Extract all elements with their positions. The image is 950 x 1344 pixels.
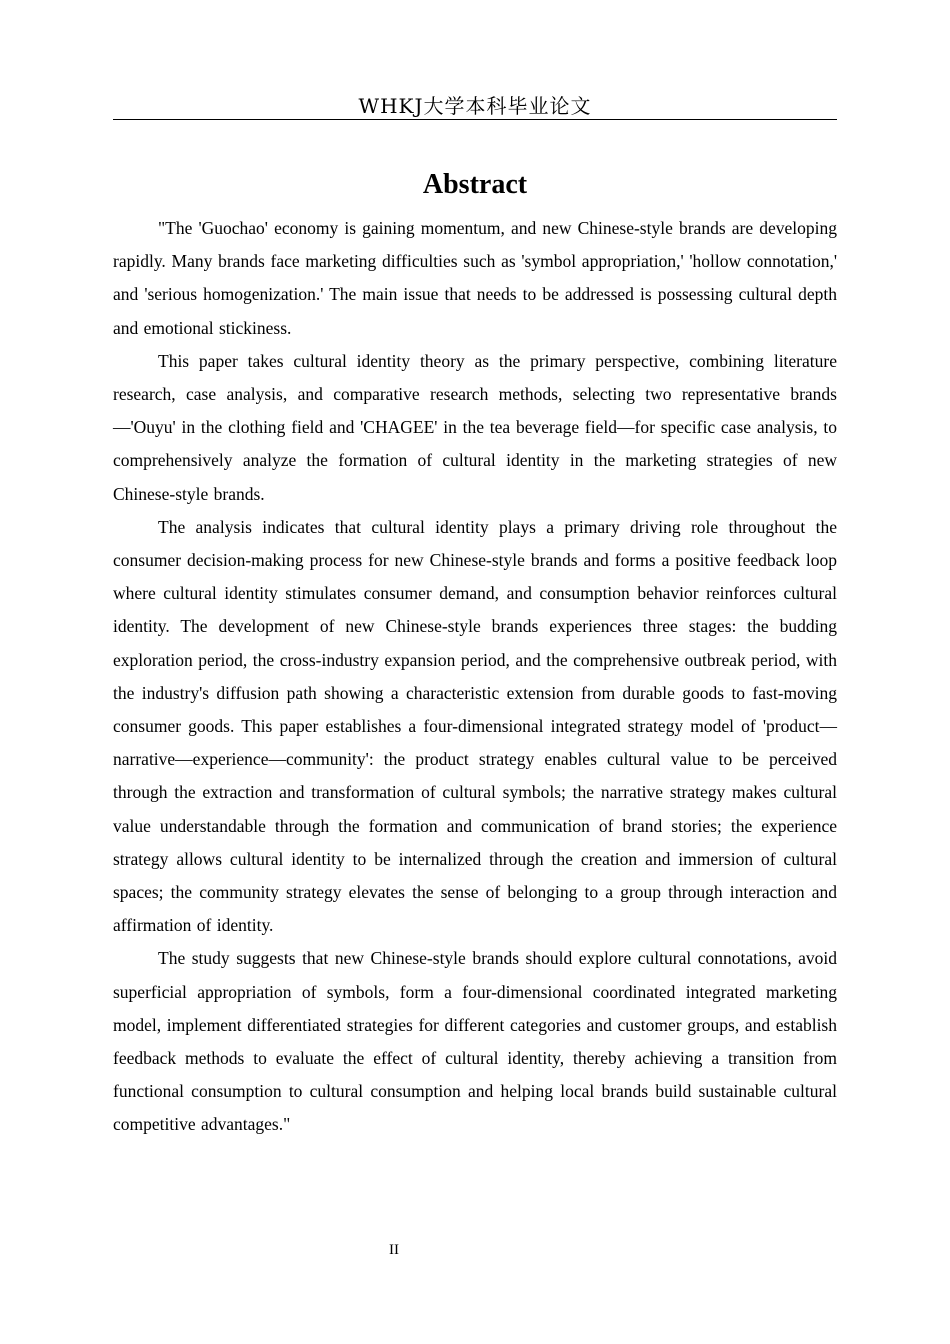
- page-number: II: [389, 1242, 399, 1258]
- header-divider: [113, 119, 837, 120]
- abstract-paragraph: The study suggests that new Chinese-style brands should explore cultural connotations, avoid superficial appropriation of symbols, form a four-dimensional coordinated integrated marketing model, implement differentiated strategies for different categories and customer groups, and establish feedback methods to evaluate the effect of cultural identity, thereby achieving a transition from functional consumption to cultural consumption and helping local brands build sustainable cultural competitive advantages.": [113, 948, 837, 1135]
- running-header: WHKJ大学本科毕业论文: [358, 94, 592, 118]
- abstract-heading: Abstract: [422, 168, 528, 200]
- abstract-paragraph: The analysis indicates that cultural identity plays a primary driving role throughout the consumer decision-making process for new Chinese-style brands and forms a positive feedback loop where cultural identity stimulates consumer demand, and consumption behavior reinforces cultural identity. The development of new Chinese-style brands experiences three stages: the budding exploration period, the cross-industry expansion period, and the comprehensive outbreak period, with the industry's diffusion path showing a characteristic extension from durable goods to fast-moving consumer goods. This paper establishes a four-dimensional integrated strategy model of 'product—narrative—experience—community': the product strategy enables cultural value to be perceived through the extraction and transformation of cultural symbols; the narrative strategy makes cultural value understandable through the formation and communication of brand stories; the experience strategy allows cultural identity to be internalized through the creation and immersion of cultural spaces; the community strategy elevates the sense of belonging to a group through interaction and affirmation of identity.: [113, 516, 837, 936]
- abstract-paragraph: "The 'Guochao' economy is gaining momentum, and new Chinese-style brands are developing rapidly. Many brands face marketing difficulties such as 'symbol appropriation,' 'hollow connotation,' and 'serious homogenization.' The main issue that needs to be addressed is possessing cultural depth and emotional stickiness.: [113, 218, 837, 338]
- abstract-paragraph: This paper takes cultural identity theory as the primary perspective, combining literature research, case analysis, and comparative research methods, selecting two representative brands—'Ouyu' in the clothing field and 'CHAGEE' in the tea beverage field—for specific case analysis, to comprehensively analyze the formation of cultural identity in the marketing strategies of new Chinese-style brands.: [113, 350, 837, 504]
- abstract-body: [113, 212, 837, 1142]
